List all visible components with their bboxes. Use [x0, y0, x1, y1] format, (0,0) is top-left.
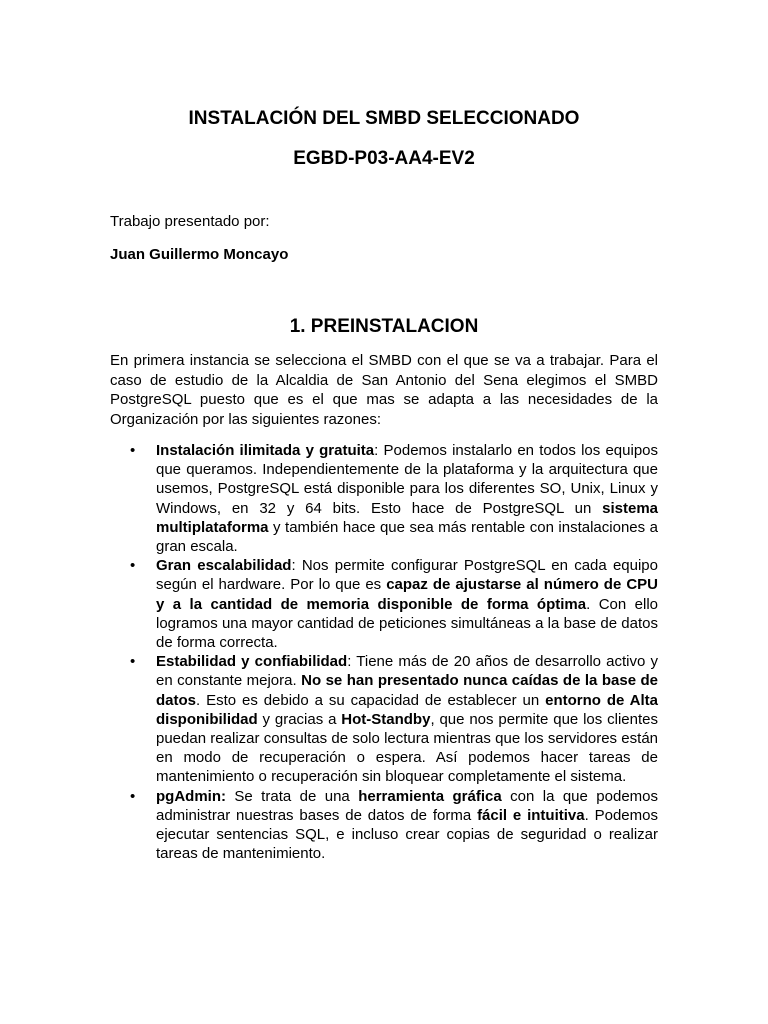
bullet-icon: •	[130, 653, 136, 671]
author-name: Juan Guillermo Moncayo	[110, 246, 289, 263]
document-code: EGBD-P03-AA4-EV2	[293, 148, 475, 169]
bold-text-segment: capaz de ajustarse al número de CPU y a la cantidad de memoria disponible de forma óptima	[156, 576, 658, 613]
bold-text-segment: No se han presentado nunca caídas de la base de datos	[156, 672, 658, 709]
bold-text-segment: Gran escalabilidad	[156, 557, 292, 575]
text-segment: : Tiene más de 20 años de desarrollo activo y en constante mejora.	[156, 653, 659, 690]
bullet-icon: •	[130, 557, 136, 575]
reasons-list	[110, 441, 658, 863]
list-item	[110, 652, 658, 786]
bold-text-segment: sistema multiplataforma	[156, 499, 658, 536]
list-item	[110, 556, 658, 652]
text-segment: , que nos permite que los clientes puedan realizar consultas de solo lectura mientras que los servidores están en modo de recuperación o espera. Así podemos hacer tareas de mantenimiento o recuperación sin bloquear completamente el sistema.	[156, 710, 658, 786]
presented-by-label: Trabajo presentado por:	[110, 213, 270, 230]
bold-text-segment: Instalación ilimitada y gratuita	[156, 442, 375, 459]
text-segment: . Esto es debido a su capacidad de establecer un	[196, 691, 546, 709]
section-heading: 1. PREINSTALACION	[289, 316, 479, 337]
text-segment: con la que podemos administrar nuestras bases de datos de forma	[156, 787, 659, 824]
bold-text-segment: herramienta gráfica	[358, 787, 502, 805]
bullet-icon: •	[130, 787, 136, 805]
text-segment: Se trata de una	[225, 787, 359, 805]
list-item	[110, 441, 658, 556]
list-item-text	[156, 557, 658, 651]
bold-text-segment: Estabilidad y confiabilidad	[156, 653, 348, 671]
bold-text-segment: pgAdmin:	[156, 787, 226, 805]
document-title: INSTALACIÓN DEL SMBD SELECCIONADO	[188, 108, 580, 129]
list-item-text	[156, 653, 658, 785]
bullet-icon: •	[130, 442, 136, 459]
text-segment: y gracias a	[257, 710, 342, 728]
intro-paragraph: En primera instancia se selecciona el SMBD con el que se va a trabajar. Para el caso de estudio de la Alcaldia de San Antonio del Sena elegimos el SMBD PostgreSQL puesto que es el que mas se adapta a las necesidades de la Organización por las siguientes razones:	[110, 352, 658, 428]
bold-text-segment: fácil e intuitiva	[477, 806, 585, 824]
list-item	[110, 787, 658, 864]
text-segment: : Podemos instalarlo en todos los equipos que queramos. Independientemente de la plataforma y la arquitectura que usemos, PostgreSQL está disponible para los diferentes SO, Unix, Linux y Windows, en 32 y 64 bits. Esto hace de PostgreSQL un	[156, 442, 659, 517]
text-segment: : Nos permite configurar PostgreSQL en cada equipo según el hardware. Por lo que es	[156, 557, 658, 594]
bold-text-segment: entorno de Alta disponibilidad	[156, 691, 658, 728]
text-segment: y también hace que sea más rentable con instalaciones a gran escala.	[156, 518, 658, 556]
bold-text-segment: Hot-Standby	[341, 710, 431, 728]
list-item-text	[156, 788, 658, 863]
list-item-text	[156, 442, 658, 555]
text-segment: . Con ello logramos una mayor cantidad de peticiones simultáneas a la base de datos de forma correcta.	[156, 595, 658, 652]
text-segment: . Podemos ejecutar sentencias SQL, e incluso crear copias de seguridad o realizar tareas de mantenimiento.	[156, 806, 658, 863]
